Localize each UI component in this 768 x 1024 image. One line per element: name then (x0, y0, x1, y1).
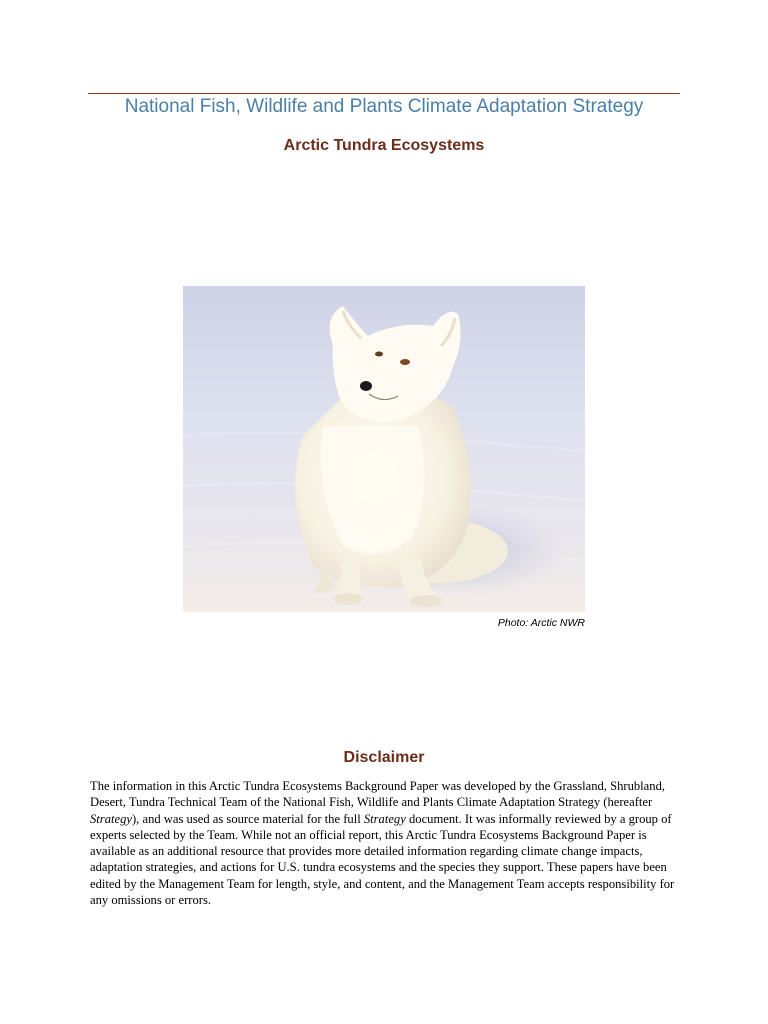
strategy-italic: Strategy (363, 811, 406, 826)
strategy-italic: Strategy (90, 811, 132, 826)
photo-credit: Photo: Arctic NWR (497, 617, 585, 629)
disclaimer-body (90, 778, 678, 908)
header-title: National Fish, Wildlife and Plants Climate Adaptation Strategy (124, 96, 644, 117)
disclaimer-text-part1: The information in this Arctic Tundra Ecosystems Background Paper was developed by the Grassland, Shrubland, Desert, Tundra Technical Team of the National Fish, Wildlife and Plants Climate Adaptation Strategy (hereafter (90, 779, 666, 810)
header-rule (88, 93, 680, 94)
disclaimer-text-part3: document. It was informally reviewed by a group of experts selected by the Team. While not an official report, this Arctic Tundra Ecosystems Background Paper is available as an additional resource that provides more detailed information regarding climate change impacts, adaptation strategies, and actions for U.S. tundra ecosystems and the species they support. These papers have been edited by the Management Team for length, style, and content, and the Management Team accepts responsibility for any omissions or errors. (90, 811, 675, 908)
disclaimer-heading: Disclaimer (343, 749, 425, 766)
disclaimer-text-part2: ), and was used as source material for the full (131, 811, 364, 826)
arctic-fox-illustration (183, 286, 585, 612)
document-title: Arctic Tundra Ecosystems (283, 137, 485, 154)
arctic-fox-photo (183, 286, 585, 612)
